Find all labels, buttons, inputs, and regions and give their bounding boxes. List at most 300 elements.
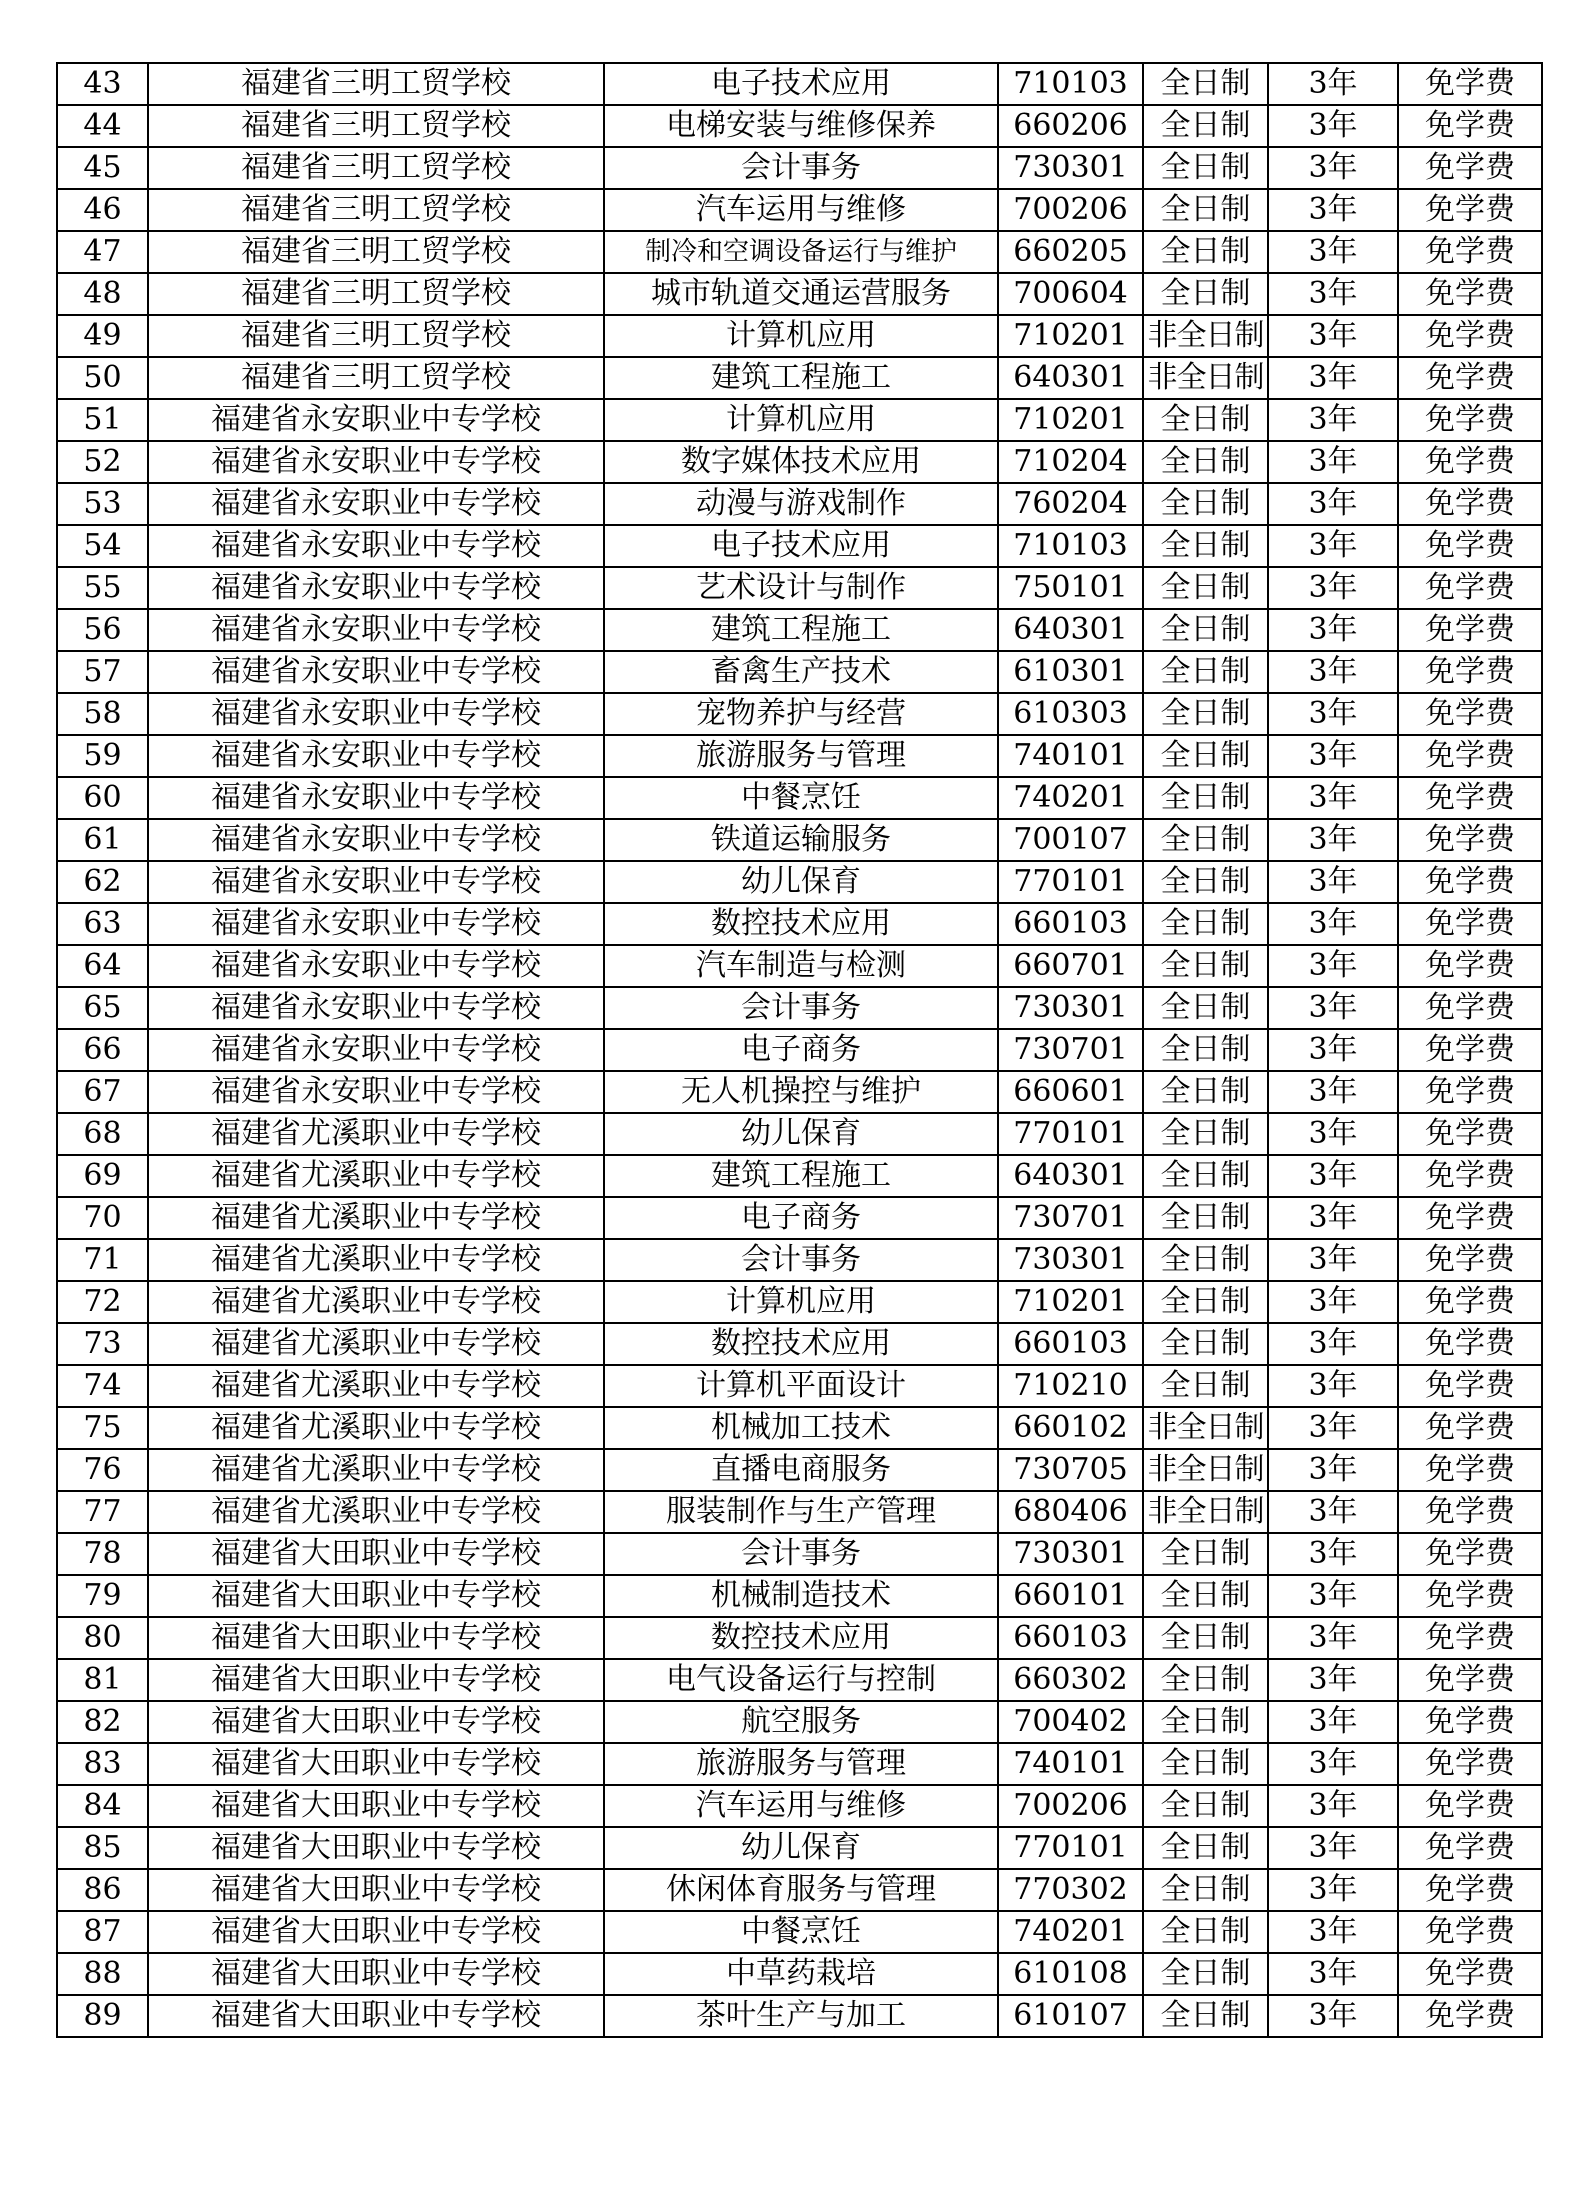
school-name-cell: 福建省三明工贸学校 [148,63,604,105]
major-code-cell: 640301 [998,357,1143,399]
table-row [57,819,1542,861]
school-name-cell: 福建省尤溪职业中专学校 [148,1197,604,1239]
school-name-cell: 福建省尤溪职业中专学校 [148,1323,604,1365]
duration-cell: 3年 [1268,1953,1398,1995]
table-row [57,735,1542,777]
major-code-cell: 760204 [998,483,1143,525]
tuition-cell: 免学费 [1398,1323,1542,1365]
row-number-cell: 72 [57,1281,148,1323]
table-row [57,567,1542,609]
major-code-cell: 610108 [998,1953,1143,1995]
study-mode-cell: 全日制 [1143,63,1268,105]
major-name-cell: 电子商务 [604,1197,998,1239]
duration-cell: 3年 [1268,63,1398,105]
major-code-cell: 700402 [998,1701,1143,1743]
study-mode-cell: 全日制 [1143,1911,1268,1953]
table-row [57,483,1542,525]
school-name-cell: 福建省大田职业中专学校 [148,1995,604,2037]
duration-cell: 3年 [1268,1827,1398,1869]
major-code-cell: 710201 [998,399,1143,441]
row-number-cell: 52 [57,441,148,483]
major-code-cell: 660205 [998,231,1143,273]
duration-cell: 3年 [1268,1281,1398,1323]
major-name-cell: 电子技术应用 [604,63,998,105]
row-number-cell: 79 [57,1575,148,1617]
major-code-cell: 610107 [998,1995,1143,2037]
tuition-cell: 免学费 [1398,357,1542,399]
study-mode-cell: 全日制 [1143,1953,1268,1995]
duration-cell: 3年 [1268,1071,1398,1113]
row-number-cell: 54 [57,525,148,567]
school-name-cell: 福建省永安职业中专学校 [148,651,604,693]
major-code-cell: 730301 [998,987,1143,1029]
study-mode-cell: 非全日制 [1143,1449,1268,1491]
duration-cell: 3年 [1268,1491,1398,1533]
study-mode-cell: 全日制 [1143,735,1268,777]
table-row [57,1827,1542,1869]
table-row [57,1029,1542,1071]
major-name-cell: 数字媒体技术应用 [604,441,998,483]
duration-cell: 3年 [1268,483,1398,525]
major-code-cell: 610303 [998,693,1143,735]
school-name-cell: 福建省永安职业中专学校 [148,861,604,903]
major-name-cell: 会计事务 [604,1239,998,1281]
study-mode-cell: 非全日制 [1143,1407,1268,1449]
row-number-cell: 46 [57,189,148,231]
row-number-cell: 68 [57,1113,148,1155]
study-mode-cell: 全日制 [1143,987,1268,1029]
table-row [57,1155,1542,1197]
major-code-cell: 660103 [998,1323,1143,1365]
row-number-cell: 51 [57,399,148,441]
row-number-cell: 88 [57,1953,148,1995]
school-name-cell: 福建省大田职业中专学校 [148,1617,604,1659]
major-name-cell: 汽车运用与维修 [604,189,998,231]
duration-cell: 3年 [1268,903,1398,945]
duration-cell: 3年 [1268,1113,1398,1155]
major-code-cell: 700107 [998,819,1143,861]
major-code-cell: 700206 [998,189,1143,231]
school-name-cell: 福建省尤溪职业中专学校 [148,1113,604,1155]
table-row [57,1911,1542,1953]
study-mode-cell: 非全日制 [1143,315,1268,357]
study-mode-cell: 全日制 [1143,273,1268,315]
school-name-cell: 福建省三明工贸学校 [148,189,604,231]
major-name-cell: 计算机应用 [604,1281,998,1323]
major-name-cell: 电梯安装与维修保养 [604,105,998,147]
table-row [57,1953,1542,1995]
major-name-cell: 航空服务 [604,1701,998,1743]
study-mode-cell: 全日制 [1143,693,1268,735]
study-mode-cell: 全日制 [1143,1869,1268,1911]
school-name-cell: 福建省三明工贸学校 [148,273,604,315]
duration-cell: 3年 [1268,147,1398,189]
tuition-cell: 免学费 [1398,1281,1542,1323]
major-code-cell: 750101 [998,567,1143,609]
table-row [57,273,1542,315]
school-name-cell: 福建省大田职业中专学校 [148,1911,604,1953]
row-number-cell: 63 [57,903,148,945]
major-code-cell: 640301 [998,1155,1143,1197]
duration-cell: 3年 [1268,1659,1398,1701]
duration-cell: 3年 [1268,525,1398,567]
row-number-cell: 43 [57,63,148,105]
major-name-cell: 建筑工程施工 [604,609,998,651]
major-name-cell: 中草药栽培 [604,1953,998,1995]
major-code-cell: 660701 [998,945,1143,987]
row-number-cell: 78 [57,1533,148,1575]
row-number-cell: 87 [57,1911,148,1953]
row-number-cell: 77 [57,1491,148,1533]
major-code-cell: 610301 [998,651,1143,693]
school-name-cell: 福建省大田职业中专学校 [148,1533,604,1575]
school-name-cell: 福建省三明工贸学校 [148,105,604,147]
duration-cell: 3年 [1268,399,1398,441]
major-code-cell: 730701 [998,1029,1143,1071]
study-mode-cell: 全日制 [1143,231,1268,273]
duration-cell: 3年 [1268,1029,1398,1071]
row-number-cell: 50 [57,357,148,399]
tuition-cell: 免学费 [1398,105,1542,147]
table-row [57,231,1542,273]
major-code-cell: 730705 [998,1449,1143,1491]
study-mode-cell: 全日制 [1143,105,1268,147]
row-number-cell: 74 [57,1365,148,1407]
major-code-cell: 770101 [998,1113,1143,1155]
duration-cell: 3年 [1268,1449,1398,1491]
tuition-cell: 免学费 [1398,651,1542,693]
major-name-cell: 幼儿保育 [604,1113,998,1155]
major-name-cell: 建筑工程施工 [604,357,998,399]
study-mode-cell: 全日制 [1143,1575,1268,1617]
row-number-cell: 71 [57,1239,148,1281]
school-name-cell: 福建省大田职业中专学校 [148,1575,604,1617]
row-number-cell: 85 [57,1827,148,1869]
row-number-cell: 89 [57,1995,148,2037]
duration-cell: 3年 [1268,1239,1398,1281]
study-mode-cell: 全日制 [1143,1827,1268,1869]
major-name-cell: 建筑工程施工 [604,1155,998,1197]
table-row [57,693,1542,735]
study-mode-cell: 全日制 [1143,861,1268,903]
school-name-cell: 福建省永安职业中专学校 [148,819,604,861]
study-mode-cell: 全日制 [1143,483,1268,525]
tuition-cell: 免学费 [1398,441,1542,483]
duration-cell: 3年 [1268,1785,1398,1827]
major-code-cell: 740201 [998,1911,1143,1953]
enrollment-table [56,62,1543,2038]
duration-cell: 3年 [1268,693,1398,735]
duration-cell: 3年 [1268,1911,1398,1953]
duration-cell: 3年 [1268,1701,1398,1743]
duration-cell: 3年 [1268,231,1398,273]
study-mode-cell: 全日制 [1143,1155,1268,1197]
school-name-cell: 福建省永安职业中专学校 [148,399,604,441]
table-row [57,315,1542,357]
major-code-cell: 710204 [998,441,1143,483]
school-name-cell: 福建省永安职业中专学校 [148,987,604,1029]
duration-cell: 3年 [1268,609,1398,651]
tuition-cell: 免学费 [1398,1701,1542,1743]
tuition-cell: 免学费 [1398,735,1542,777]
study-mode-cell: 全日制 [1143,1785,1268,1827]
school-name-cell: 福建省尤溪职业中专学校 [148,1407,604,1449]
study-mode-cell: 全日制 [1143,945,1268,987]
row-number-cell: 82 [57,1701,148,1743]
table-row [57,63,1542,105]
major-name-cell: 幼儿保育 [604,861,998,903]
table-row [57,1281,1542,1323]
school-name-cell: 福建省尤溪职业中专学校 [148,1365,604,1407]
study-mode-cell: 全日制 [1143,567,1268,609]
table-row [57,1869,1542,1911]
table-row [57,609,1542,651]
major-name-cell: 计算机应用 [604,315,998,357]
table-row [57,1365,1542,1407]
school-name-cell: 福建省永安职业中专学校 [148,903,604,945]
row-number-cell: 56 [57,609,148,651]
major-name-cell: 计算机应用 [604,399,998,441]
table-row [57,1701,1542,1743]
row-number-cell: 65 [57,987,148,1029]
tuition-cell: 免学费 [1398,1533,1542,1575]
table-row [57,1407,1542,1449]
row-number-cell: 61 [57,819,148,861]
row-number-cell: 49 [57,315,148,357]
school-name-cell: 福建省大田职业中专学校 [148,1701,604,1743]
duration-cell: 3年 [1268,1407,1398,1449]
major-name-cell: 城市轨道交通运营服务 [604,273,998,315]
duration-cell: 3年 [1268,1617,1398,1659]
table-row [57,1491,1542,1533]
study-mode-cell: 全日制 [1143,189,1268,231]
major-code-cell: 710201 [998,315,1143,357]
school-name-cell: 福建省永安职业中专学校 [148,525,604,567]
major-name-cell: 旅游服务与管理 [604,735,998,777]
major-code-cell: 740201 [998,777,1143,819]
study-mode-cell: 全日制 [1143,1323,1268,1365]
row-number-cell: 47 [57,231,148,273]
row-number-cell: 76 [57,1449,148,1491]
row-number-cell: 44 [57,105,148,147]
major-code-cell: 770302 [998,1869,1143,1911]
major-name-cell: 艺术设计与制作 [604,567,998,609]
row-number-cell: 69 [57,1155,148,1197]
row-number-cell: 48 [57,273,148,315]
major-name-cell: 制冷和空调设备运行与维护 [604,231,998,273]
major-code-cell: 660206 [998,105,1143,147]
major-code-cell: 740101 [998,735,1143,777]
tuition-cell: 免学费 [1398,525,1542,567]
school-name-cell: 福建省尤溪职业中专学校 [148,1281,604,1323]
major-name-cell: 数控技术应用 [604,903,998,945]
tuition-cell: 免学费 [1398,567,1542,609]
study-mode-cell: 全日制 [1143,1197,1268,1239]
study-mode-cell: 全日制 [1143,777,1268,819]
tuition-cell: 免学费 [1398,1827,1542,1869]
major-code-cell: 710210 [998,1365,1143,1407]
duration-cell: 3年 [1268,651,1398,693]
table-row [57,147,1542,189]
duration-cell: 3年 [1268,987,1398,1029]
row-number-cell: 60 [57,777,148,819]
major-code-cell: 660103 [998,1617,1143,1659]
school-name-cell: 福建省三明工贸学校 [148,315,604,357]
tuition-cell: 免学费 [1398,147,1542,189]
table-row [57,1659,1542,1701]
study-mode-cell: 全日制 [1143,1113,1268,1155]
school-name-cell: 福建省尤溪职业中专学校 [148,1449,604,1491]
major-name-cell: 中餐烹饪 [604,777,998,819]
duration-cell: 3年 [1268,945,1398,987]
school-name-cell: 福建省永安职业中专学校 [148,609,604,651]
tuition-cell: 免学费 [1398,861,1542,903]
tuition-cell: 免学费 [1398,777,1542,819]
study-mode-cell: 全日制 [1143,1995,1268,2037]
tuition-cell: 免学费 [1398,1197,1542,1239]
study-mode-cell: 全日制 [1143,1659,1268,1701]
major-code-cell: 740101 [998,1743,1143,1785]
major-code-cell: 730301 [998,147,1143,189]
tuition-cell: 免学费 [1398,1743,1542,1785]
study-mode-cell: 全日制 [1143,1365,1268,1407]
duration-cell: 3年 [1268,1575,1398,1617]
tuition-cell: 免学费 [1398,315,1542,357]
tuition-cell: 免学费 [1398,1365,1542,1407]
tuition-cell: 免学费 [1398,1575,1542,1617]
table-row [57,1995,1542,2037]
table-row [57,1533,1542,1575]
major-code-cell: 660302 [998,1659,1143,1701]
major-name-cell: 计算机平面设计 [604,1365,998,1407]
school-name-cell: 福建省大田职业中专学校 [148,1827,604,1869]
major-name-cell: 旅游服务与管理 [604,1743,998,1785]
tuition-cell: 免学费 [1398,1029,1542,1071]
major-code-cell: 710201 [998,1281,1143,1323]
tuition-cell: 免学费 [1398,1995,1542,2037]
table-row [57,1323,1542,1365]
major-name-cell: 数控技术应用 [604,1617,998,1659]
row-number-cell: 57 [57,651,148,693]
major-name-cell: 数控技术应用 [604,1323,998,1365]
row-number-cell: 81 [57,1659,148,1701]
study-mode-cell: 全日制 [1143,903,1268,945]
tuition-cell: 免学费 [1398,1869,1542,1911]
duration-cell: 3年 [1268,105,1398,147]
tuition-cell: 免学费 [1398,231,1542,273]
tuition-cell: 免学费 [1398,189,1542,231]
school-name-cell: 福建省永安职业中专学校 [148,483,604,525]
tuition-cell: 免学费 [1398,1911,1542,1953]
row-number-cell: 86 [57,1869,148,1911]
major-name-cell: 会计事务 [604,1533,998,1575]
duration-cell: 3年 [1268,819,1398,861]
school-name-cell: 福建省永安职业中专学校 [148,693,604,735]
study-mode-cell: 全日制 [1143,1029,1268,1071]
duration-cell: 3年 [1268,1869,1398,1911]
school-name-cell: 福建省大田职业中专学校 [148,1743,604,1785]
tuition-cell: 免学费 [1398,483,1542,525]
school-name-cell: 福建省大田职业中专学校 [148,1869,604,1911]
major-name-cell: 宠物养护与经营 [604,693,998,735]
tuition-cell: 免学费 [1398,1659,1542,1701]
table-row [57,441,1542,483]
duration-cell: 3年 [1268,777,1398,819]
row-number-cell: 55 [57,567,148,609]
major-name-cell: 直播电商服务 [604,1449,998,1491]
major-code-cell: 770101 [998,1827,1143,1869]
row-number-cell: 64 [57,945,148,987]
row-number-cell: 67 [57,1071,148,1113]
row-number-cell: 75 [57,1407,148,1449]
school-name-cell: 福建省永安职业中专学校 [148,735,604,777]
major-code-cell: 730301 [998,1239,1143,1281]
tuition-cell: 免学费 [1398,1617,1542,1659]
table-row [57,1617,1542,1659]
major-name-cell: 电气设备运行与控制 [604,1659,998,1701]
major-name-cell: 无人机操控与维护 [604,1071,998,1113]
tuition-cell: 免学费 [1398,1155,1542,1197]
school-name-cell: 福建省永安职业中专学校 [148,1071,604,1113]
major-name-cell: 会计事务 [604,987,998,1029]
duration-cell: 3年 [1268,1533,1398,1575]
table-row [57,651,1542,693]
table-row [57,777,1542,819]
tuition-cell: 免学费 [1398,1491,1542,1533]
tuition-cell: 免学费 [1398,1953,1542,1995]
major-code-cell: 730701 [998,1197,1143,1239]
duration-cell: 3年 [1268,1197,1398,1239]
school-name-cell: 福建省三明工贸学校 [148,357,604,399]
study-mode-cell: 全日制 [1143,399,1268,441]
row-number-cell: 59 [57,735,148,777]
table-row [57,1743,1542,1785]
duration-cell: 3年 [1268,441,1398,483]
table-row [57,1071,1542,1113]
school-name-cell: 福建省尤溪职业中专学校 [148,1491,604,1533]
study-mode-cell: 全日制 [1143,441,1268,483]
major-name-cell: 服装制作与生产管理 [604,1491,998,1533]
study-mode-cell: 全日制 [1143,525,1268,567]
table-row [57,1113,1542,1155]
table-row [57,861,1542,903]
table-row [57,945,1542,987]
major-code-cell: 640301 [998,609,1143,651]
major-name-cell: 铁道运输服务 [604,819,998,861]
row-number-cell: 70 [57,1197,148,1239]
tuition-cell: 免学费 [1398,1239,1542,1281]
major-name-cell: 电子商务 [604,1029,998,1071]
row-number-cell: 73 [57,1323,148,1365]
study-mode-cell: 非全日制 [1143,1491,1268,1533]
row-number-cell: 66 [57,1029,148,1071]
major-code-cell: 710103 [998,525,1143,567]
major-code-cell: 700604 [998,273,1143,315]
school-name-cell: 福建省大田职业中专学校 [148,1785,604,1827]
row-number-cell: 58 [57,693,148,735]
row-number-cell: 62 [57,861,148,903]
tuition-cell: 免学费 [1398,63,1542,105]
study-mode-cell: 非全日制 [1143,357,1268,399]
major-name-cell: 中餐烹饪 [604,1911,998,1953]
duration-cell: 3年 [1268,273,1398,315]
study-mode-cell: 全日制 [1143,1071,1268,1113]
major-name-cell: 茶叶生产与加工 [604,1995,998,2037]
table-row [57,189,1542,231]
row-number-cell: 84 [57,1785,148,1827]
duration-cell: 3年 [1268,189,1398,231]
study-mode-cell: 全日制 [1143,1617,1268,1659]
